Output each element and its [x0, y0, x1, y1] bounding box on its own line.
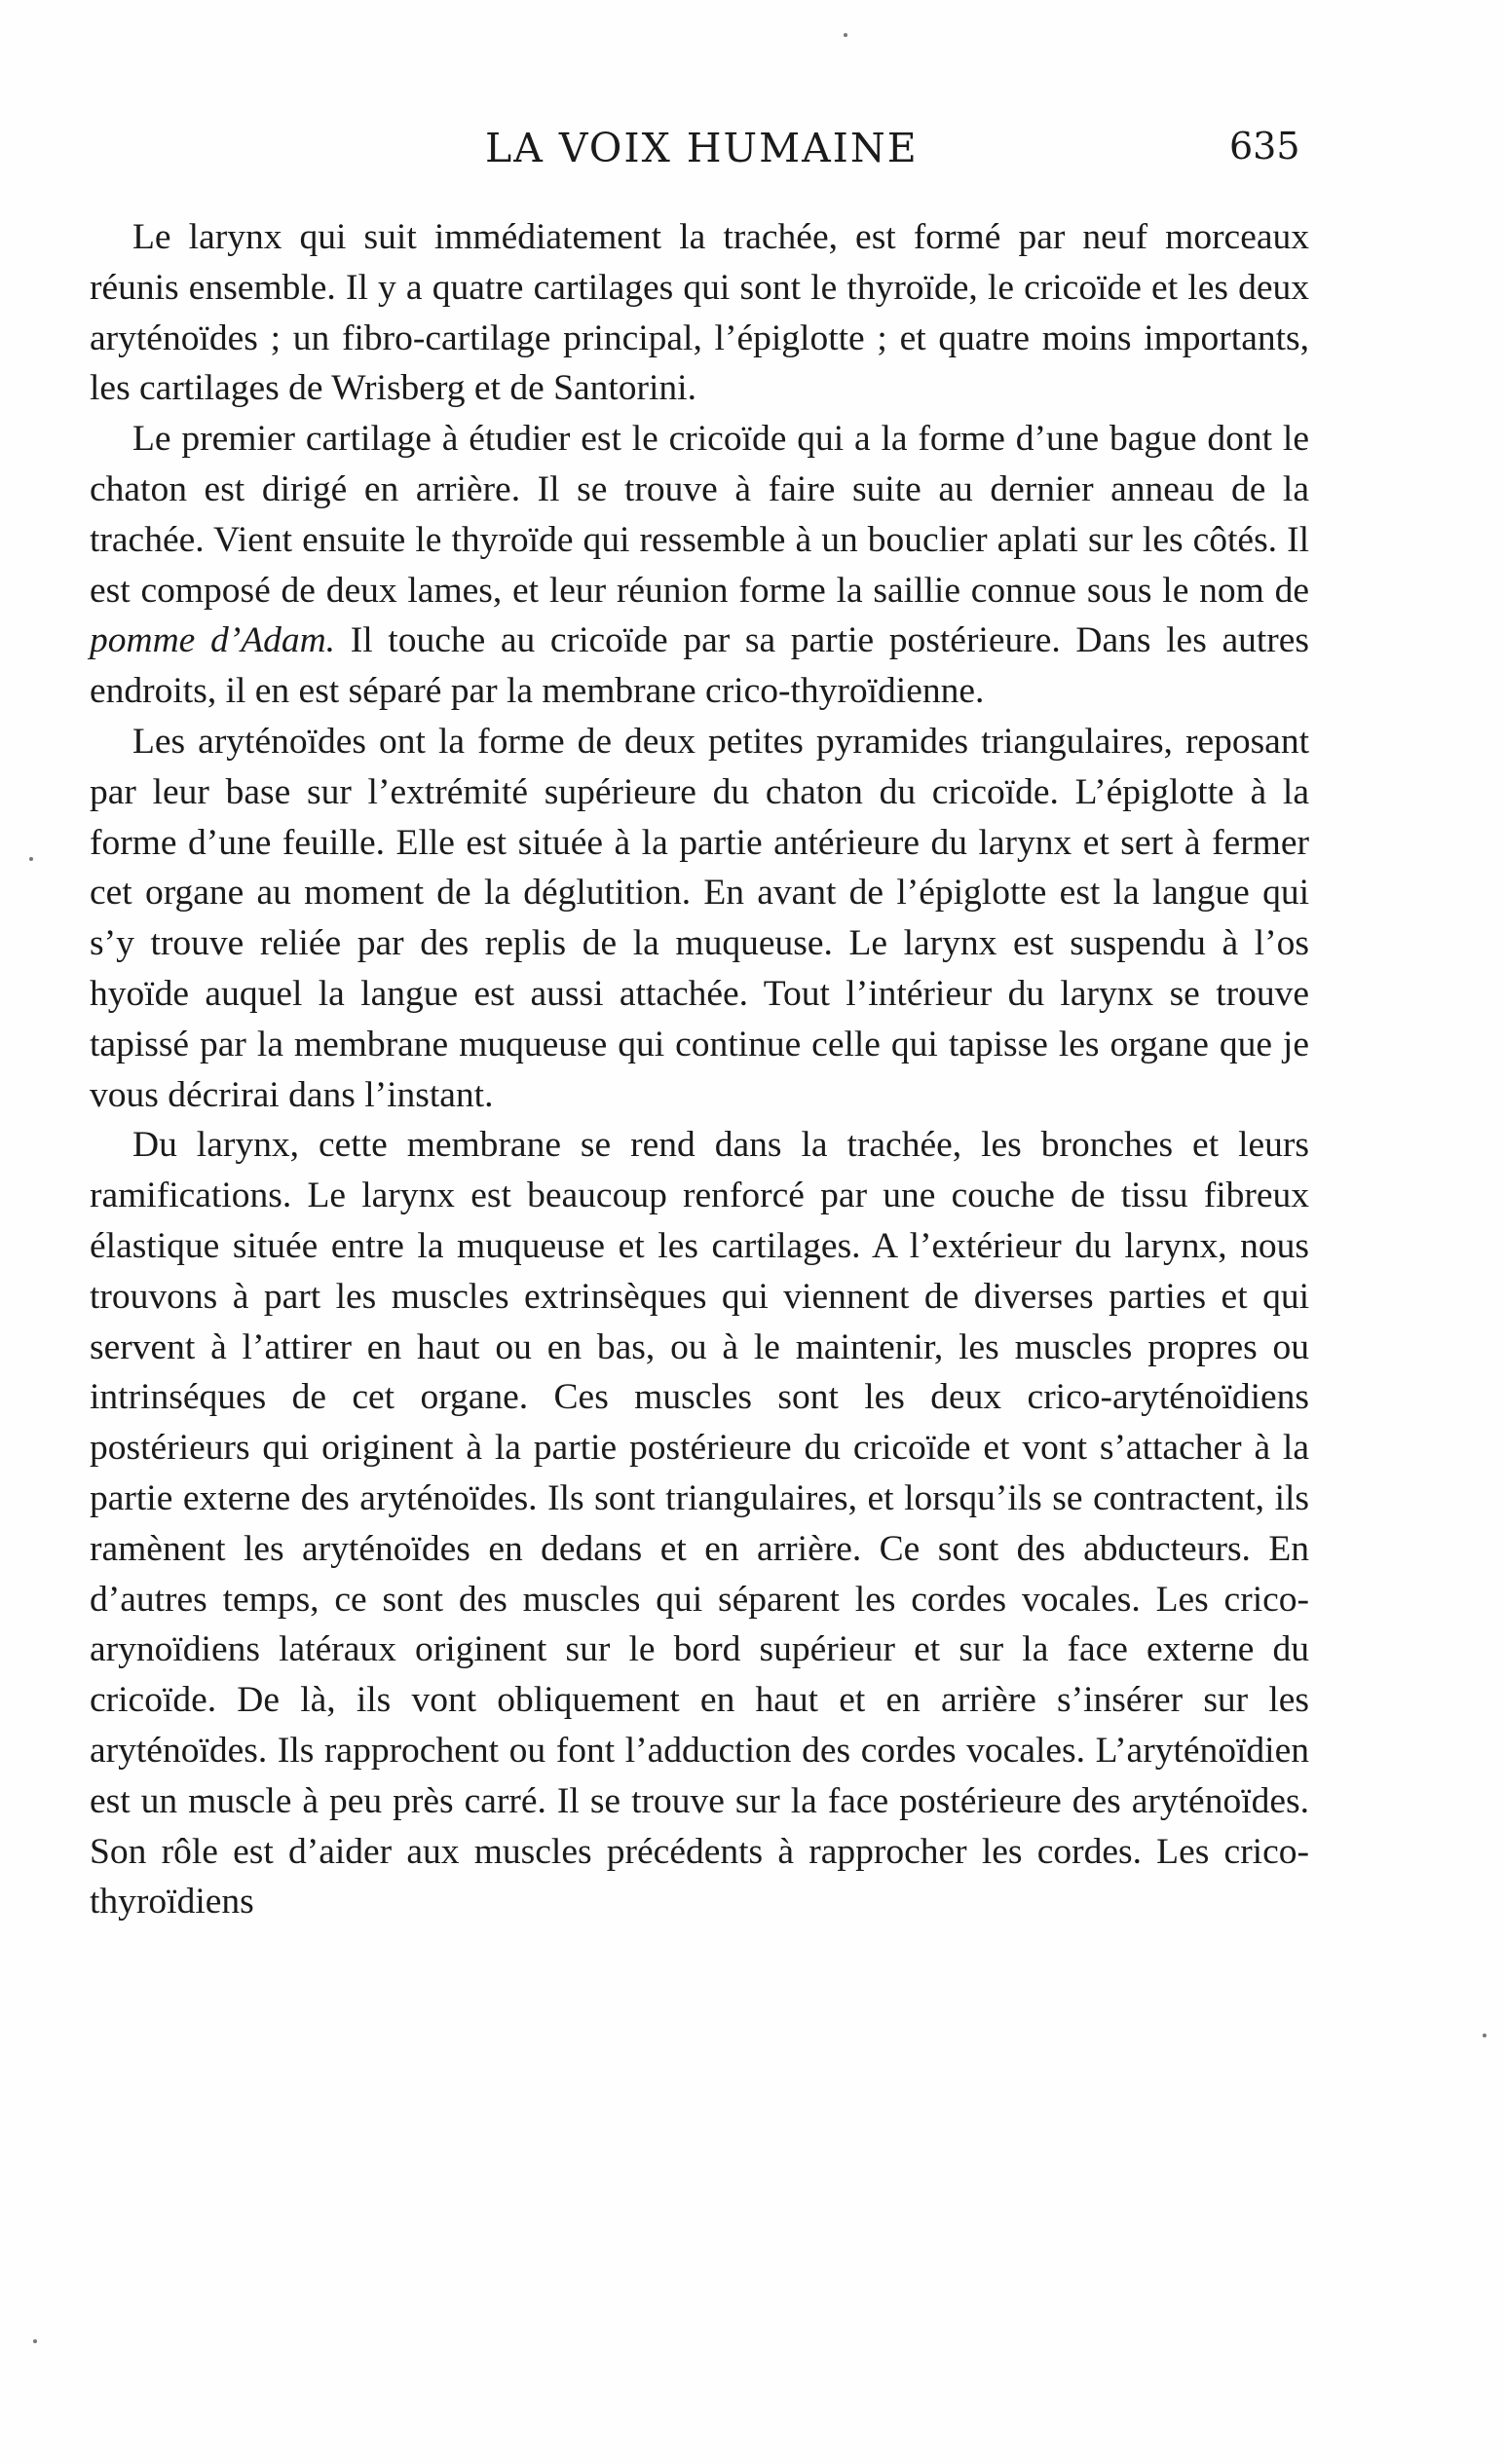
paragraph-muscles: Du larynx, cette membrane se rend dans la trachée, les bronches et leurs ramifications. Le larynx est beaucoup renforcé par une couche de tissu fibreux élastique située entre la muqueuse et les cartilages. A l’extérieur du larynx, nous trouvons à part les muscles extrinsèques qui viennent de diverses parties et qui servent à l’attirer en haut ou en bas, ou à le maintenir, les muscles propres ou intrinséques de cet organe. Ces muscles sont les deux crico-aryténoïdiens postérieurs qui originent à la partie postérieure du cricoïde et vont s’attacher à la partie externe des aryténoïdes. Ils sont triangulaires, et lorsqu’ils se contractent, ils ramènent les aryténoïdes en dedans et en arrière. Ce sont des abducteurs. En d’autres temps, ce sont des muscles qui séparent les cordes vocales. Les crico-arynoïdiens latéraux originent sur le bord supérieur et sur la face externe du cricoïde. De là, ils vont obliquement en haut et en arrière s’insérer sur les aryténoïdes. Ils rapprochent ou font l’adduction des cordes vocales. L’aryténoïdien est un muscle à peu près carré. Il se trouve sur la face postérieure des aryténoïdes. Son rôle est d’aider aux muscles précédents à rapprocher les cordes. Les crico-thyroïdiens — [90, 1125, 1309, 1923]
paragraph-cricoid-thyroid — [90, 414, 1309, 717]
scan-speck — [844, 33, 847, 37]
running-title: LA VOIX HUMAINE — [485, 125, 919, 171]
italic-term: pomme d’Adam. — [90, 620, 336, 661]
scan-speck — [29, 857, 33, 861]
body-text — [90, 212, 1309, 1927]
running-head — [0, 125, 1504, 183]
paragraph-text: Il touche au cricoïde par sa partie postérieure. Dans les autres endroits, il en est séparé par la membrane crico-thyroïdienne. — [90, 620, 1309, 712]
page-number: 635 — [1229, 125, 1300, 168]
paragraph-arytenoids-epiglottis: Les aryténoïdes ont la forme de deux petites pyramides triangulaires, reposant par leur base sur l’extrémité supérieure du chaton du cricoïde. L’épiglotte à la forme d’une feuille. Elle est située à la partie antérieure du larynx et sert à fermer cet organe au moment de la déglutition. En avant de l’épiglotte est la langue qui s’y trouve reliée par des replis de la muqueuse. Le larynx est suspendu à l’os hyoïde auquel la langue est aussi attachée. Tout l’intérieur du larynx se trouve tapissé par la membrane muqueuse qui continue celle qui tapisse les organe que je vous décrirai dans l’instant. — [90, 721, 1309, 1115]
paragraph-text: Le premier cartilage à étudier est le cricoïde qui a la forme d’une bague dont le chaton est dirigé en arrière. Il se trouve à faire suite au dernier anneau de la trachée. Vient ensuite le thyroïde qui ressemble à un bouclier aplati sur les côtés. Il est composé de deux lames, et leur réunion forme la saillie connue sous le nom de — [90, 419, 1309, 611]
scan-speck — [1483, 2034, 1486, 2037]
scan-speck — [33, 2339, 37, 2343]
paragraph-larynx-composition: Le larynx qui suit immédiatement la trachée, est formé par neuf morceaux réunis ensemble. Il y a quatre cartilages qui sont le thyroïde, le cricoïde et les deux aryténoïdes ; un fibro-cartilage principal, l’épiglotte ; et quatre moins importants, les cartilages de Wrisberg et de Santorini. — [90, 217, 1309, 409]
